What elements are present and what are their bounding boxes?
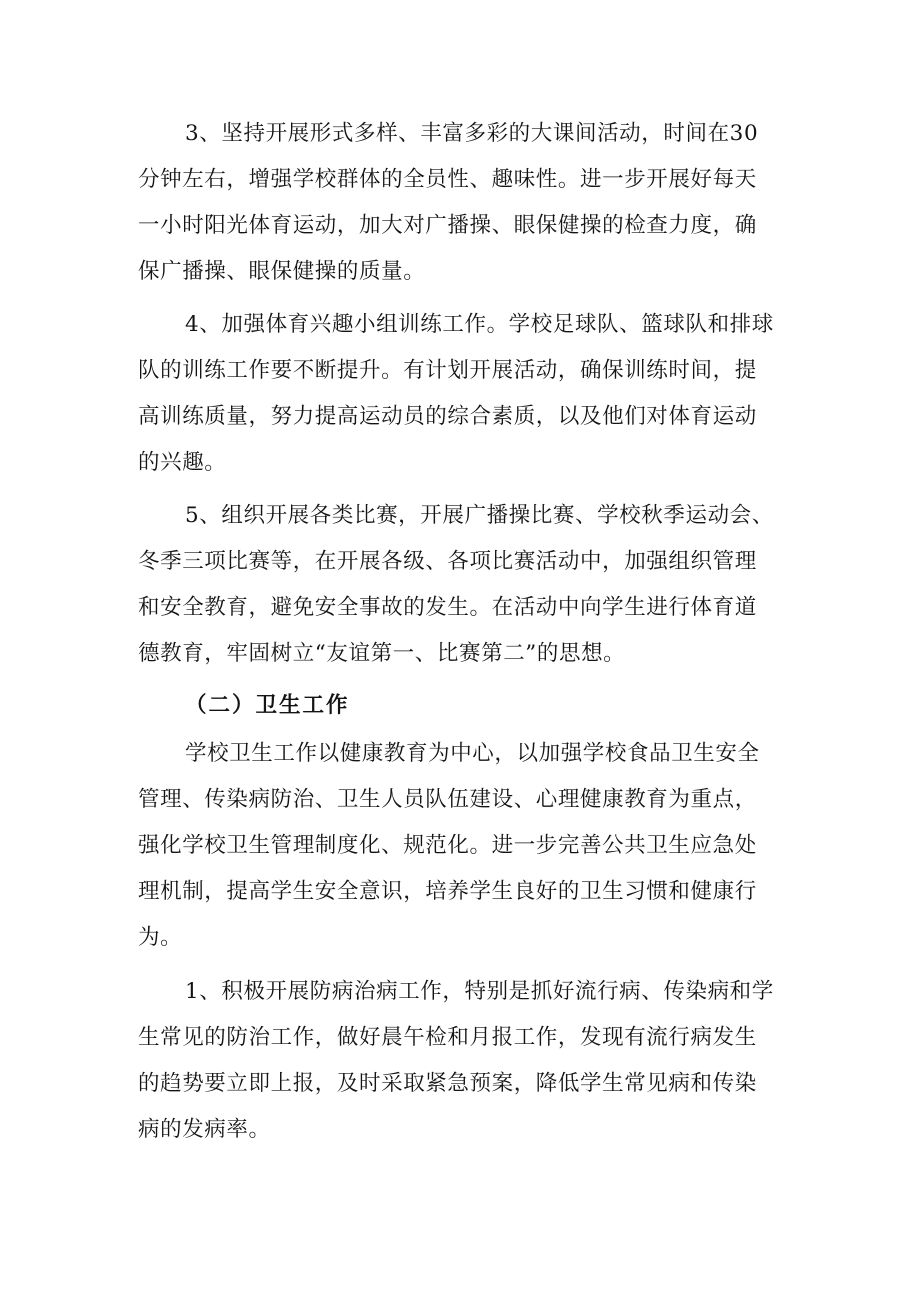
- paragraph-line: 4、加强体育兴趣小组训练工作。学校足球队、篮球队和排球: [185, 312, 774, 337]
- paragraph-line: 学校卫生工作以健康教育为中心，以加强学校食品卫生安全: [185, 741, 760, 766]
- section-heading: （二）卫生工作: [185, 693, 350, 718]
- paragraph-line: 1、积极开展防病治病工作，特别是抓好流行病、传染病和学: [185, 979, 774, 1004]
- paragraph-line: 为。: [138, 925, 183, 950]
- paragraph-line: 的趋势要立即上报，及时采取紧急预案，降低学生常见病和传染: [138, 1071, 757, 1096]
- paragraph-line: 生常见的防治工作，做好晨午检和月报工作，发现有流行病发生: [138, 1025, 757, 1050]
- paragraph-line: 高训练质量，努力提高运动员的综合素质，以及他们对体育运动: [138, 404, 757, 429]
- paragraph-line: 的兴趣。: [138, 450, 227, 475]
- paragraph-line: 理机制，提高学生安全意识，培养学生良好的卫生习惯和健康行: [138, 879, 757, 904]
- paragraph-line: 德教育，牢固树立“友谊第一、比赛第二”的思想。: [138, 641, 626, 666]
- paragraph-line: 冬季三项比赛等，在开展各级、各项比赛活动中，加强组织管理: [138, 549, 757, 574]
- paragraph-line: 分钟左右，增强学校群体的全员性、趣味性。进一步开展好每天: [138, 167, 757, 192]
- paragraph-line: 管理、传染病防治、卫生人员队伍建设、心理健康教育为重点，: [138, 787, 757, 812]
- paragraph-line: 队的训练工作要不断提升。有计划开展活动，确保训练时间，提: [138, 358, 757, 383]
- paragraph-line: 3、坚持开展形式多样、丰富多彩的大课间活动，时间在30: [185, 121, 759, 146]
- paragraph-line: 一小时阳光体育运动，加大对广播操、眼保健操的检查力度，确: [138, 213, 757, 238]
- paragraph-line: 和安全教育，避免安全事故的发生。在活动中向学生进行体育道: [138, 595, 757, 620]
- paragraph-line: 5、组织开展各类比赛，开展广播操比赛、学校秋季运动会、: [185, 503, 774, 528]
- paragraph-line: 保广播操、眼保健操的质量。: [138, 259, 426, 284]
- paragraph-line: 强化学校卫生管理制度化、规范化。进一步完善公共卫生应急处: [138, 833, 757, 858]
- paragraph-line: 病的发病率。: [138, 1117, 271, 1142]
